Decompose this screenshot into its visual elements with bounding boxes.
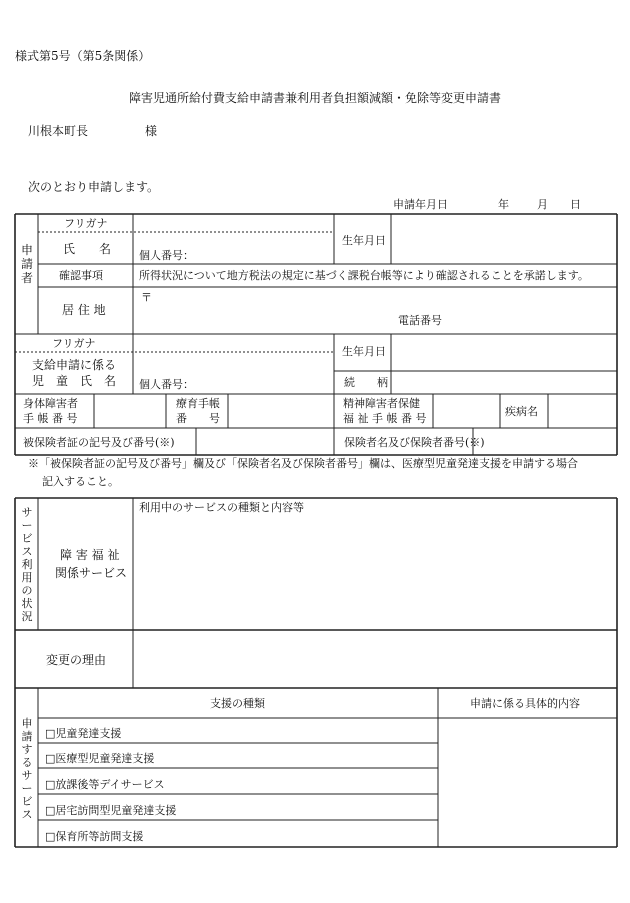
date-year-label: 年	[498, 198, 509, 211]
checkbox-child-development-support[interactable]: □児童発達支援	[45, 727, 122, 740]
checkbox-after-school-day-service[interactable]: □放課後等デイサービス	[45, 778, 165, 791]
physical-handbook-label-line2: 手 帳 番 号	[23, 412, 78, 425]
change-reason-label: 変更の理由	[46, 653, 107, 667]
physical-handbook-label-line1: 身体障害者	[23, 397, 78, 410]
child-name-label-line1: 支給申請に係る	[32, 358, 117, 372]
address-label: 居 住 地	[62, 303, 106, 317]
form-number: 様式第5号（第5条関係）	[15, 49, 151, 63]
applicant-name-label: 氏 名	[63, 242, 112, 256]
postal-mark: 〒	[141, 291, 152, 304]
disease-label: 疾病名	[505, 405, 538, 418]
child-my-number-label: 個人番号：	[139, 378, 194, 391]
addressee: 川根本町長	[28, 124, 89, 138]
note-line-2: 記入すること。	[42, 475, 119, 488]
ryoiku-handbook-label-line2: 番 号	[176, 412, 220, 425]
confirmation-consent-text: 所得状況について地方税法の規定に基づく課税台帳等により確認されることを承諾します。	[139, 269, 589, 282]
child-birth-date-label: 生年月日	[342, 345, 386, 358]
applicant-my-number-label: 個人番号：	[139, 249, 194, 262]
date-month-label: 月	[537, 198, 548, 211]
child-furigana-label: フリガナ	[52, 337, 96, 350]
applicant-birth-date-label: 生年月日	[342, 234, 386, 247]
insurer-label: 保険者名及び保険者番号(※)	[344, 436, 485, 449]
applicant-furigana-label: フリガナ	[64, 217, 108, 230]
form-title: 障害児通所給付費支給申請書兼利用者負担額減額・免除等変更申請書	[128, 91, 501, 105]
mental-handbook-label-line1: 精神障害者保健	[343, 397, 420, 410]
ryoiku-handbook-label-line1: 療育手帳	[176, 397, 220, 410]
mental-handbook-label-line2: 福 祉 手 帳 番 号	[343, 412, 427, 425]
child-name-label-line2: 児 童 氏 名	[32, 374, 117, 388]
note-line-1: ※「被保険者証の記号及び番号」欄及び「保険者名及び保険者番号」欄は、医療型児童発達支援を申請する場合	[28, 457, 578, 470]
phone-label: 電話番号	[398, 314, 442, 327]
support-type-header: 支援の種類	[210, 697, 265, 710]
checkbox-medical-child-development-support[interactable]: □医療型児童発達支援	[45, 752, 155, 765]
welfare-service-label-line1: 障 害 福 祉	[60, 548, 120, 562]
detail-header: 申請に係る具体的内容	[470, 697, 580, 710]
apply-services-section-label: 申請するサービス	[21, 717, 33, 821]
relationship-label: 続 柄	[344, 376, 388, 389]
applicant-section-label: 申請者	[20, 243, 33, 285]
checkbox-nursery-visit-support[interactable]: □保育所等訪問支援	[45, 830, 144, 843]
confirmation-label: 確認事項	[59, 269, 103, 282]
checkbox-home-visit-child-development-support[interactable]: □居宅訪問型児童発達支援	[45, 804, 177, 817]
insurance-card-label: 被保険者証の記号及び番号(※)	[23, 436, 175, 449]
honorific: 様	[145, 124, 158, 138]
service-content-label: 利用中のサービスの種類と内容等	[139, 501, 304, 514]
intro-text: 次のとおり申請します。	[28, 180, 160, 194]
date-day-label: 日	[570, 198, 581, 211]
service-status-section-label: サービス利用の状況	[21, 506, 33, 623]
application-date-label: 申請年月日	[393, 198, 448, 211]
welfare-service-label-line2: 関係サービス	[55, 566, 128, 580]
